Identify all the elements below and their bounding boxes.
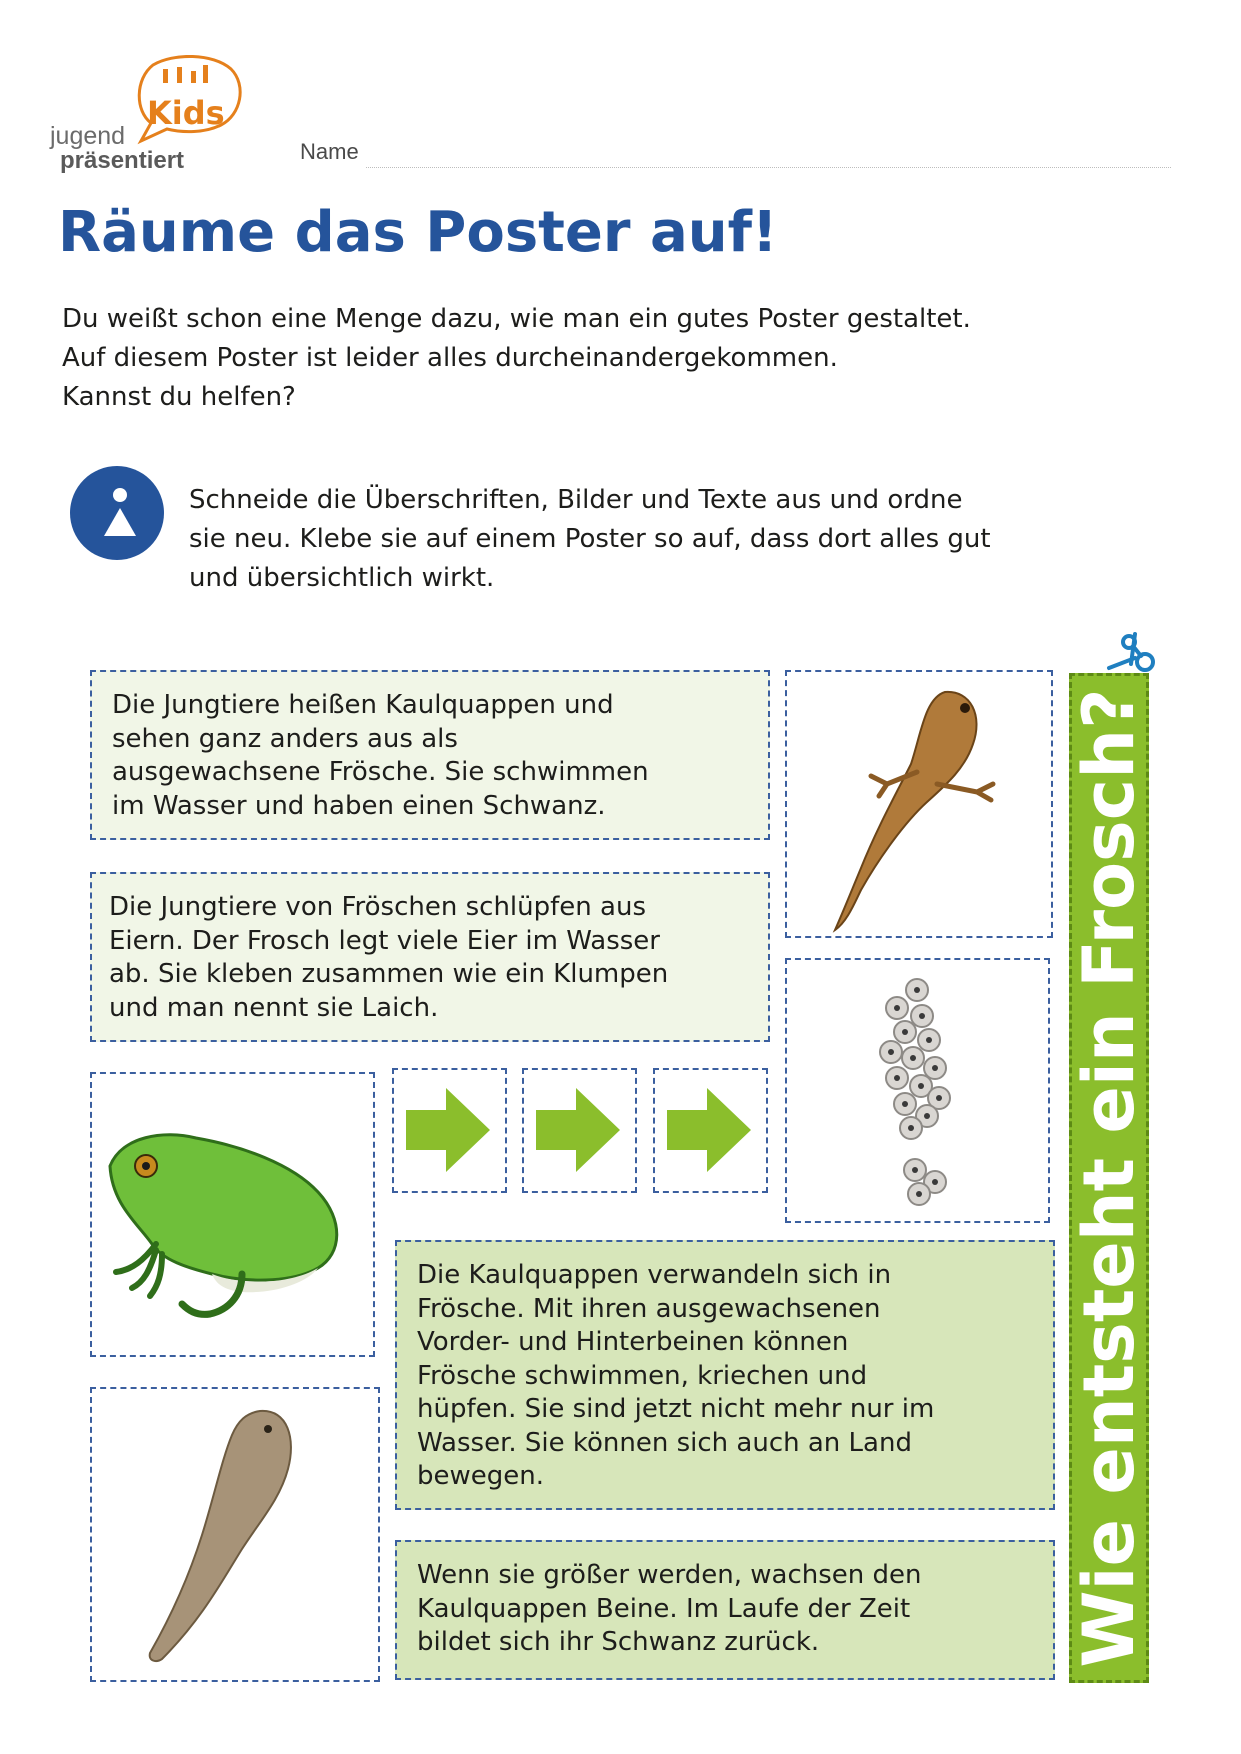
card-arrow-1[interactable] (392, 1068, 507, 1193)
name-label: Name (300, 139, 359, 164)
card-banner-title[interactable] (1069, 673, 1149, 1683)
arrow-right-icon (524, 1070, 635, 1191)
card-legs-text[interactable] (395, 1540, 1055, 1680)
card-line: Die Jungtiere heißen Kaulquappen und (112, 690, 614, 720)
name-field-line[interactable] (366, 167, 1171, 168)
card-line: Frösche schwimmen, kriechen und (417, 1360, 868, 1391)
card-line: Wasser. Sie können sich auch an Land (417, 1427, 912, 1458)
card-line: und man nennt sie Laich. (109, 992, 439, 1023)
logo-jugend: jugend (50, 122, 126, 150)
intro-line: Auf diesem Poster ist leider alles durcheinandergekommen. (62, 343, 838, 373)
card-line: hüpfen. Sie sind jetzt nicht mehr nur im (417, 1394, 935, 1424)
card-line: bewegen. (417, 1461, 545, 1491)
info-icon-dot (113, 488, 127, 502)
logo-kids: Kids (147, 94, 225, 132)
scissors-icon (1105, 628, 1161, 674)
card-line: Die Kaulquappen verwandeln sich in (417, 1260, 892, 1290)
info-line: und übersichtlich wirkt. (189, 563, 495, 593)
card-frog-image[interactable] (90, 1072, 375, 1357)
card-line: Vorder- und Hinterbeinen können (417, 1327, 849, 1357)
card-tadpole-legs-image[interactable] (785, 670, 1053, 938)
card-line: Kaulquappen Beine. Im Laufe der Zeit (417, 1593, 911, 1624)
card-line: Eiern. Der Frosch legt viele Eier im Wasser (109, 925, 660, 956)
card-arrow-2[interactable] (522, 1068, 637, 1193)
card-line: bildet sich ihr Schwanz zurück. (417, 1627, 820, 1657)
card-line: Wenn sie größer werden, wachsen den (417, 1560, 922, 1590)
arrow-right-icon (394, 1070, 505, 1191)
intro-line: Kannst du helfen? (62, 382, 296, 412)
card-eggs-text[interactable] (90, 872, 770, 1042)
card-frog-text[interactable] (395, 1240, 1055, 1510)
card-tadpole-text[interactable] (90, 670, 770, 840)
info-line: Schneide die Überschriften, Bilder und Texte aus und ordne (189, 485, 963, 515)
card-arrow-3[interactable] (653, 1068, 768, 1193)
tadpole-icon (92, 1389, 378, 1680)
card-spawn-image[interactable] (785, 958, 1050, 1223)
intro-line: Du weißt schon eine Menge dazu, wie man ein gutes Poster gestaltet. (62, 304, 971, 334)
tadpole-with-legs-icon (787, 672, 1051, 936)
page-title: Räume das Poster auf! (58, 200, 778, 265)
banner-title: Wie entsteht ein Frosch? (1068, 688, 1150, 1668)
info-icon-body (104, 508, 136, 536)
green-frog-icon (92, 1074, 373, 1355)
info-line: sie neu. Klebe sie auf einem Poster so auf, dass dort alles gut (189, 524, 991, 554)
card-line: Frösche. Mit ihren ausgewachsenen (417, 1293, 881, 1324)
card-line: sehen ganz anders aus als (112, 723, 458, 754)
card-line: im Wasser und haben einen Schwanz. (112, 790, 606, 821)
arrow-right-icon (655, 1070, 766, 1191)
card-tadpole-image[interactable] (90, 1387, 380, 1682)
info-instructions (189, 481, 991, 598)
logo-praesentiert: präsentiert (60, 147, 185, 174)
intro-text (62, 300, 971, 417)
frog-spawn-icon (787, 960, 1048, 1221)
card-line: Die Jungtiere von Fröschen schlüpfen aus (109, 892, 646, 922)
card-line: ab. Sie kleben zusammen wie ein Klumpen (109, 959, 669, 989)
card-line: ausgewachsene Frösche. Sie schwimmen (112, 757, 649, 787)
